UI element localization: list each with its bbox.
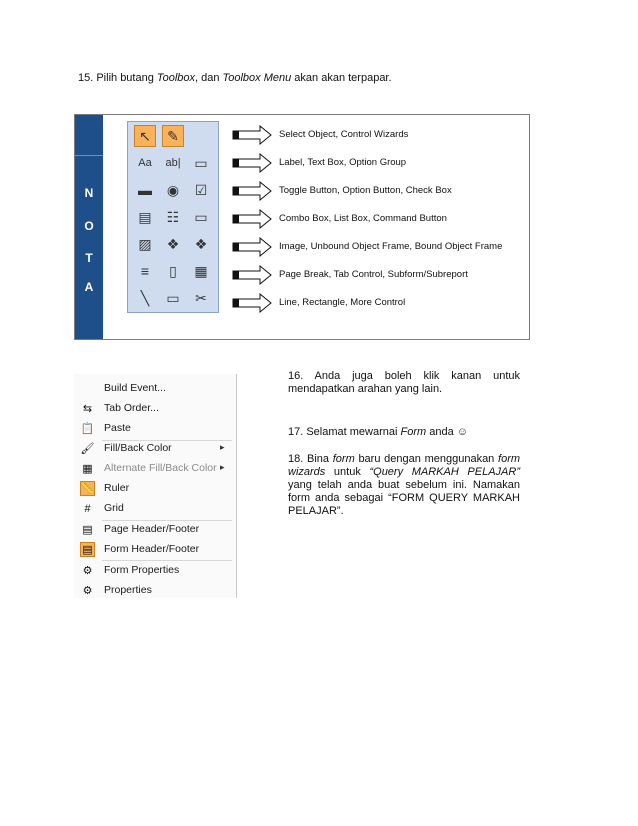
menu-item[interactable]	[74, 419, 236, 439]
legend-label: Toggle Button, Option Button, Check Box	[279, 185, 452, 196]
nota-separator	[75, 155, 103, 156]
pointer-arrow-icon	[232, 265, 272, 285]
form-term: Form	[400, 426, 427, 438]
menu-item-label: Fill/Back Color	[104, 442, 172, 454]
menu-item-label: Form Header/Footer	[104, 543, 200, 555]
menu-item[interactable]	[74, 399, 236, 419]
step-18-text	[288, 453, 520, 518]
step-18-part-3: untuk	[325, 466, 370, 478]
pointer-arrow-icon	[232, 293, 272, 313]
unbound-object-frame-icon[interactable]: ❖	[166, 235, 180, 252]
check-box-icon[interactable]: ☑	[194, 181, 208, 198]
toolbox-menu-term: Toolbox Menu	[222, 72, 292, 84]
toolbox-panel	[127, 121, 219, 313]
menu-item-label: Grid	[104, 502, 124, 514]
menu-item-label: Page Header/Footer	[104, 523, 200, 535]
step-15-suffix: akan akan terpapar.	[291, 72, 392, 84]
legend-label: Combo Box, List Box, Command Button	[279, 213, 447, 224]
step-15-text	[78, 72, 392, 84]
menu-item-icon: 📏	[80, 483, 95, 495]
toggle-button-icon[interactable]: ▬	[138, 182, 152, 198]
option-button-icon[interactable]: ◉	[166, 181, 180, 198]
menu-item[interactable]	[74, 540, 236, 560]
menu-separator	[102, 440, 232, 441]
pointer-arrow-icon	[232, 125, 272, 145]
legend-label: Select Object, Control Wizards	[279, 129, 409, 140]
option-group-icon[interactable]: ▭	[194, 154, 208, 171]
menu-item-icon: ▤	[80, 542, 95, 557]
query-name-term: “Query MARKAH PELAJAR”	[369, 466, 520, 478]
step-15-prefix: 15. Pilih butang	[78, 72, 157, 84]
legend-label: Label, Text Box, Option Group	[279, 157, 407, 168]
menu-item-label: Paste	[104, 422, 131, 434]
menu-separator	[102, 560, 232, 561]
menu-item-icon: 🖌	[80, 443, 95, 455]
menu-item-label: Ruler	[104, 482, 130, 494]
rectangle-icon[interactable]: ▭	[166, 289, 180, 306]
step-17-text	[288, 426, 520, 439]
control-wizards-icon[interactable]: ✎	[162, 125, 184, 147]
step-17-suffix: anda ☺	[426, 426, 468, 438]
menu-item	[74, 459, 236, 479]
nota-letter-a: A	[84, 280, 94, 294]
step-17-prefix: 17. Selamat mewarnai	[288, 426, 401, 438]
submenu-arrow-icon: ▸	[220, 442, 225, 452]
combo-box-icon[interactable]: ▤	[138, 208, 152, 225]
label-icon[interactable]: Aa	[138, 157, 152, 169]
menu-item-icon: 📋	[80, 423, 95, 435]
nota-letter-n: N	[84, 186, 94, 200]
toolbox-term: Toolbox	[156, 72, 196, 84]
menu-item[interactable]	[74, 499, 236, 519]
text-box-icon[interactable]: ab|	[165, 157, 181, 169]
menu-item-icon: ⇆	[82, 403, 93, 415]
menu-item-icon: ▤	[82, 524, 93, 536]
image-icon[interactable]: ▨	[138, 235, 152, 252]
menu-item-label: Properties	[104, 584, 152, 596]
line-icon[interactable]: ╲	[140, 289, 150, 306]
menu-item-icon: ⚙	[82, 585, 93, 597]
menu-separator	[102, 520, 232, 521]
command-button-icon[interactable]: ▭	[194, 208, 208, 225]
submenu-arrow-icon: ▸	[220, 462, 225, 472]
pointer-arrow-icon	[232, 181, 272, 201]
step-18-part-1: 18. Bina	[288, 453, 333, 465]
step-15-middle: , dan	[195, 72, 223, 84]
tab-control-icon[interactable]: ▯	[169, 262, 177, 279]
menu-item-icon: ▦	[82, 463, 93, 475]
step-16-text: 16. Anda juga boleh klik kanan untuk mendapatkan arahan yang lain.	[288, 370, 520, 395]
menu-item[interactable]	[74, 479, 236, 499]
menu-item[interactable]	[74, 379, 236, 399]
menu-item-label: Alternate Fill/Back Color	[104, 462, 217, 474]
pointer-arrow-icon	[232, 237, 272, 257]
menu-item-icon: ⚙	[82, 565, 93, 577]
menu-item[interactable]	[74, 520, 236, 540]
subform-icon[interactable]: ▦	[194, 262, 208, 279]
pointer-arrow-icon	[232, 153, 272, 173]
form-wizards-term: form wizards	[288, 453, 521, 478]
pointer-arrow-icon	[232, 209, 272, 229]
bound-object-frame-icon[interactable]: ❖	[194, 235, 208, 252]
menu-item-label: Tab Order...	[104, 402, 159, 414]
list-box-icon[interactable]: ☷	[166, 208, 180, 225]
menu-item[interactable]	[74, 581, 236, 601]
step-18-part-4: yang telah anda buat sebelum ini. Namakan form anda sebagai “FORM QUERY MARKAH PELAJAR”.	[288, 479, 520, 517]
menu-item[interactable]	[74, 561, 236, 581]
nota-letter-t: T	[85, 251, 93, 265]
context-menu	[74, 374, 237, 598]
menu-item-label: Form Properties	[104, 564, 180, 576]
select-object-icon[interactable]: ↖	[134, 125, 156, 147]
more-controls-icon[interactable]: ✂	[195, 289, 207, 306]
nota-letter-o: O	[84, 219, 94, 233]
form-term-2: form	[332, 453, 355, 465]
legend-label: Image, Unbound Object Frame, Bound Object Frame	[279, 241, 503, 252]
step-18-part-2: baru dengan menggunakan	[354, 453, 499, 465]
legend-label: Page Break, Tab Control, Subform/Subreport	[279, 269, 468, 280]
menu-item-label: Build Event...	[104, 382, 166, 394]
page-break-icon[interactable]: ≡	[140, 263, 150, 279]
menu-item-icon: #	[84, 502, 91, 515]
legend-label: Line, Rectangle, More Control	[279, 297, 406, 308]
menu-item[interactable]	[74, 439, 236, 459]
